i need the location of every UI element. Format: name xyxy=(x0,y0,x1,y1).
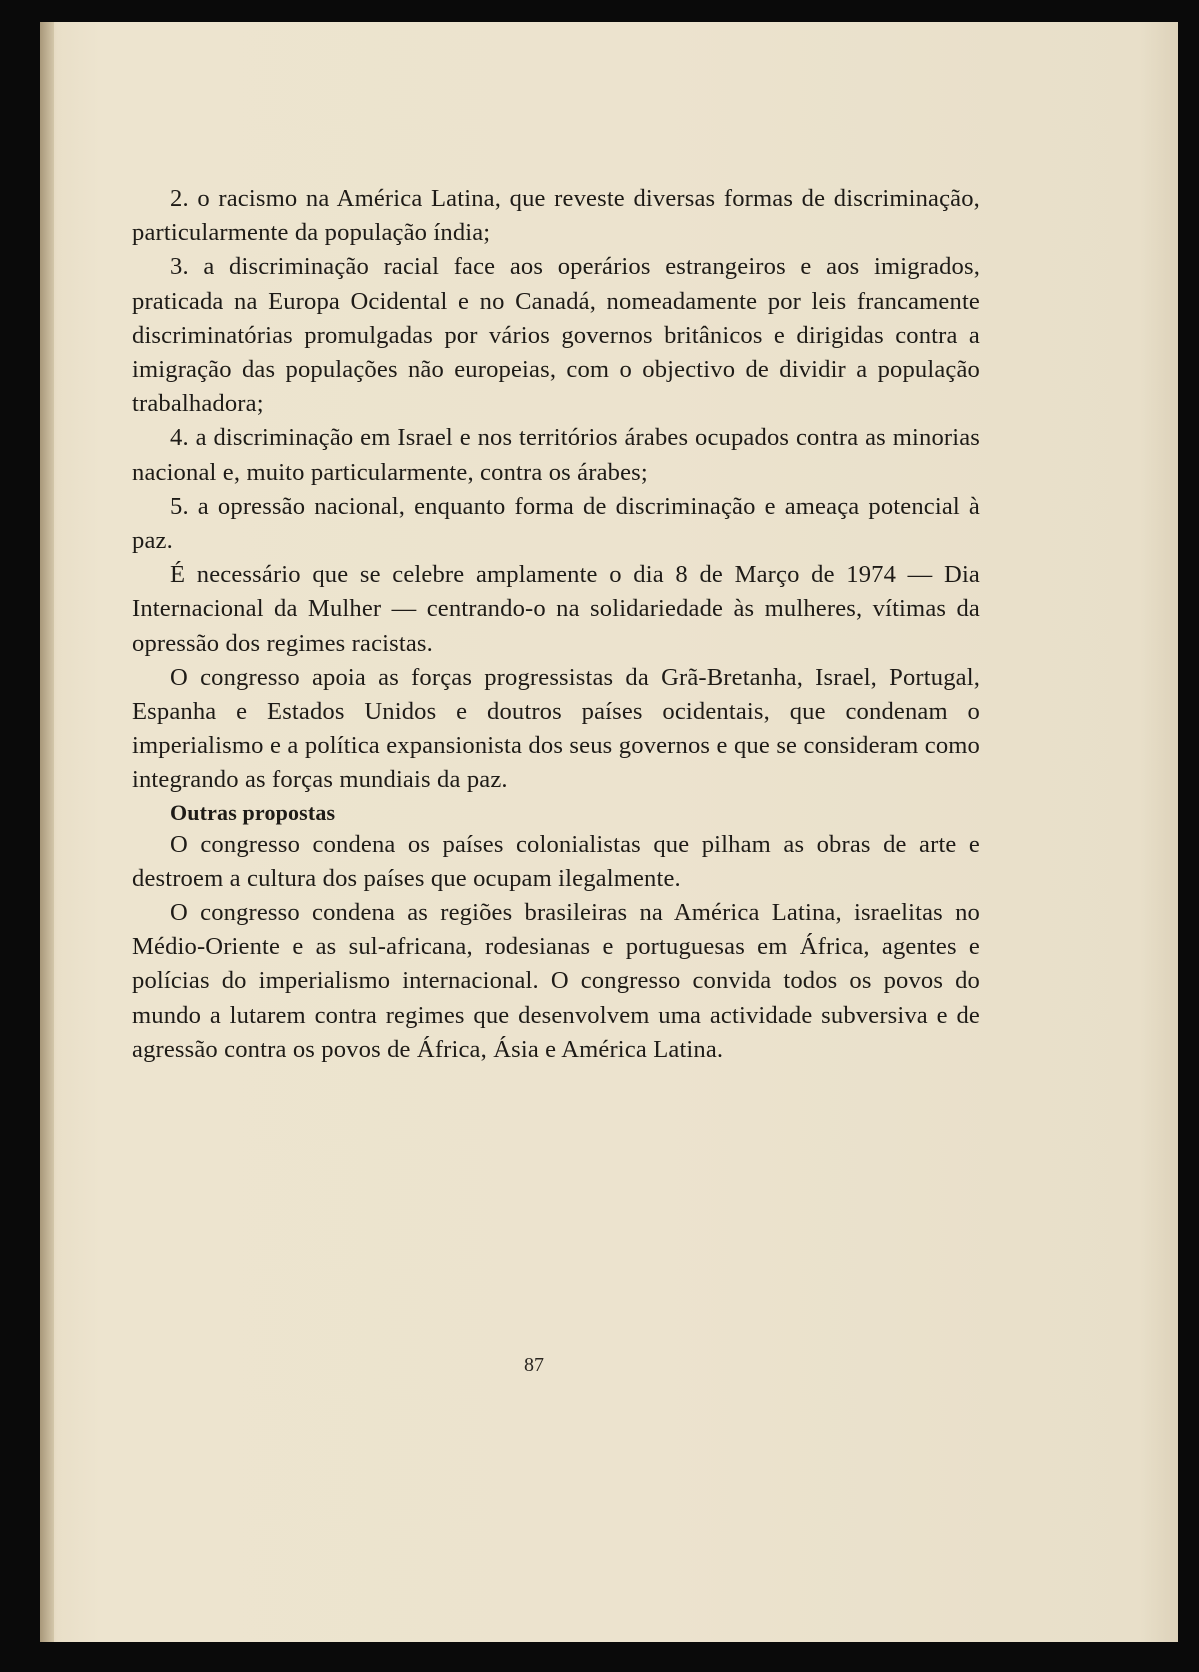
paragraph-regimes-condemned: O congresso condena as regiões brasileiras na América Latina, israelitas no Médio-Oriente e as sul-africana, rodesianas e portuguesas em África, agentes e polícias do imperialismo internacional. O congresso convida todos os povos do mundo a lutarem contra regimes que desenvolvem uma actividade subversiva e de agressão contra os povos de África, Ásia e América Latina. xyxy=(132,899,980,1063)
list-item-national-oppression: 5. a opressão nacional, enquanto forma de discriminação e ameaça potencial à paz. xyxy=(132,492,980,555)
book-page xyxy=(40,22,1178,1642)
list-item-racial-discrimination-workers: 3. a discriminação racial face aos operários estrangeiros e aos imigrados, praticada na Europa Ocidental e no Canadá, nomeadamente por leis francamente discriminatórias promulgadas por vários governos britânicos e dirigidas contra a imigração das populações não europeias, com o objectivo de dividir a população trabalhadora; xyxy=(132,253,980,418)
page-body-text xyxy=(132,182,980,1067)
page-number: 87 xyxy=(524,1354,544,1376)
paragraph-march-8: É necessário que se celebre amplamente o dia 8 de Março de 1974 — Dia Internacional da Mulher — centrando-o na solidariedade às mulheres, vítimas da opressão dos regimes racistas. xyxy=(132,561,980,657)
paragraph-progressive-forces: O congresso apoia as forças progressistas da Grã-Bretanha, Israel, Portugal, Espanha e Estados Unidos e doutros países ocidentais, que condenam o imperialismo e a política expansionista dos seus governos e que se consideram como integrando as forças mundiais da paz. xyxy=(132,663,980,794)
list-item-racism-latin-america: 2. o racismo na América Latina, que reveste diversas formas de discriminação, particularmente da população índia; xyxy=(132,185,980,247)
paragraph-colonialist-countries: O congresso condena os países colonialistas que pilham as obras de arte e destroem a cultura dos países que ocupam ilegalmente. xyxy=(132,830,980,892)
section-heading: Outras propostas xyxy=(170,799,336,825)
list-item-discrimination-israel: 4. a discriminação em Israel e nos territórios árabes ocupados contra as minorias nacional e, muito particularmente, contra os árabes; xyxy=(132,424,980,486)
page-gutter-shadow xyxy=(40,22,54,1642)
